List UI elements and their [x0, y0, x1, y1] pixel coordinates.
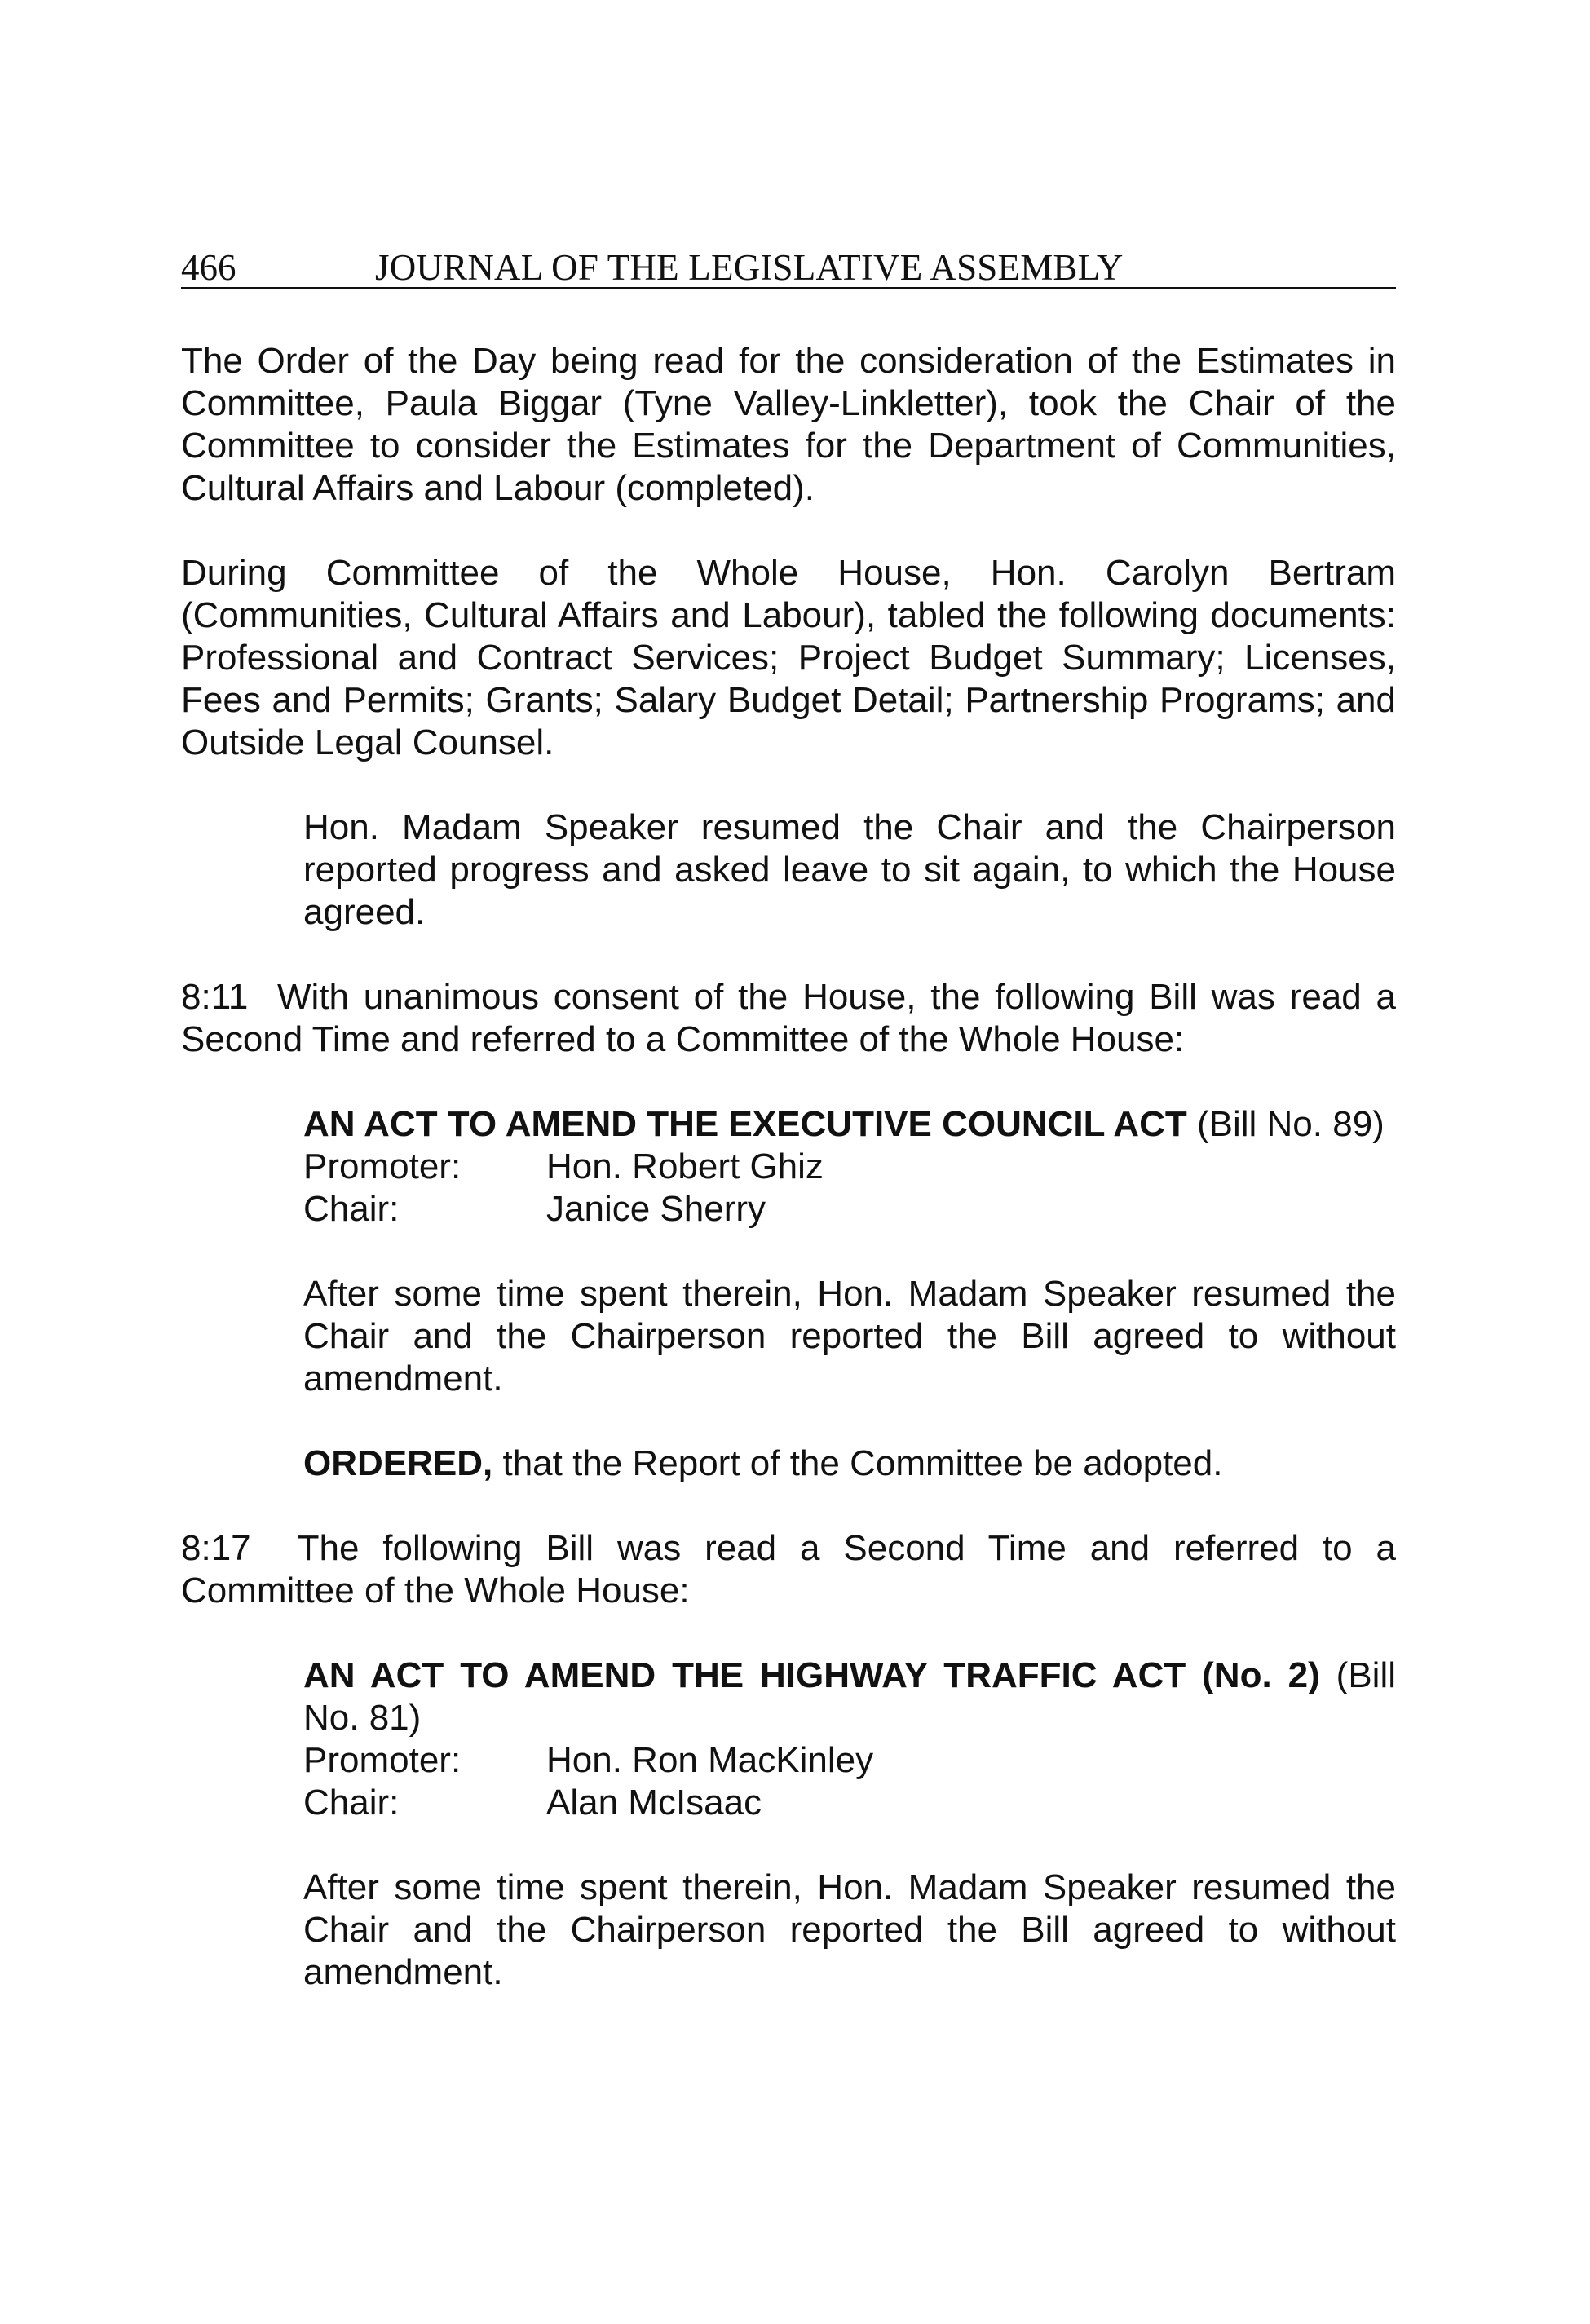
promoter-name: Hon. Robert Ghiz: [546, 1147, 824, 1186]
bill-number: (Bill No. 81): [303, 1655, 1396, 1738]
bill-chair-row: [303, 1782, 1396, 1824]
bill-promoter-row: [303, 1739, 1396, 1782]
promoter-label: Promoter:: [303, 1147, 462, 1186]
chair-label: Chair:: [303, 1783, 400, 1823]
second-reading-text: The following Bill was read a Second Time and referred to a Committee of the Whole House:: [181, 1528, 1396, 1610]
page-header: [181, 245, 1396, 289]
second-reading-text: With unanimous consent of the House, the following Bill was read a Second Time and referred to a Committee of the Whole House:: [181, 977, 1396, 1059]
journal-body: [181, 340, 1396, 1994]
bill-promoter-row: [303, 1146, 1396, 1188]
estimates-paragraph: The Order of the Day being read for the consideration of the Estimates in Committee, Paula Biggar (Tyne Valley-Linkletter), took the Chair of the Committee to consider the Estimates for the Department of Communities, Cultural Affairs and Labour (completed).: [181, 341, 1396, 508]
bill-outcome-paragraph: After some time spent therein, Hon. Madam Speaker resumed the Chair and the Chairperson reported the Bill agreed to without amendment.: [303, 1274, 1396, 1398]
progress-report-paragraph: Hon. Madam Speaker resumed the Chair and the Chairperson reported progress and asked leave to sit again, to which the House agreed.: [303, 807, 1396, 932]
bill-title-line: [303, 1103, 1396, 1146]
time-stamp: 8:11: [181, 977, 249, 1017]
chair-label: Chair:: [303, 1189, 400, 1229]
bill-outcome-paragraph: After some time spent therein, Hon. Madam Speaker resumed the Chair and the Chairperson reported the Bill agreed to without amendment.: [303, 1867, 1396, 1992]
bill-title-line: [303, 1655, 1396, 1739]
promoter-label: Promoter:: [303, 1740, 462, 1780]
second-reading-paragraph-1: [181, 976, 1396, 1061]
bill-title: AN ACT TO AMEND THE EXECUTIVE COUNCIL ACT: [303, 1104, 1187, 1144]
ordered-paragraph: [303, 1443, 1396, 1485]
promoter-name: Hon. Ron MacKinley: [546, 1740, 874, 1780]
page-number: 466: [181, 247, 236, 288]
ordered-label: ORDERED,: [303, 1443, 493, 1483]
bill-number: (Bill No. 89): [1196, 1104, 1385, 1144]
chair-name: Janice Sherry: [546, 1189, 766, 1229]
tabled-documents-paragraph: During Committee of the Whole House, Hon. Carolyn Bertram (Communities, Cultural Affairs and Labour), tabled the following documents: Professional and Contract Services; Project Budget Summary; Licenses, Fees and Permits; Grants; Salary Budget Detail; Partnership Programs; and Outside Legal Counsel.: [181, 553, 1396, 762]
bill-chair-row: [303, 1188, 1396, 1230]
chair-name: Alan McIsaac: [546, 1783, 762, 1823]
journal-page: [181, 245, 1396, 1994]
running-title: JOURNAL OF THE LEGISLATIVE ASSEMBLY: [375, 247, 1124, 288]
ordered-text: that the Report of the Committee be adopted.: [502, 1443, 1223, 1483]
bill-title: AN ACT TO AMEND THE HIGHWAY TRAFFIC ACT (No. 2): [303, 1655, 1320, 1695]
second-reading-paragraph-2: [181, 1527, 1396, 1612]
time-stamp: 8:17: [181, 1528, 251, 1568]
